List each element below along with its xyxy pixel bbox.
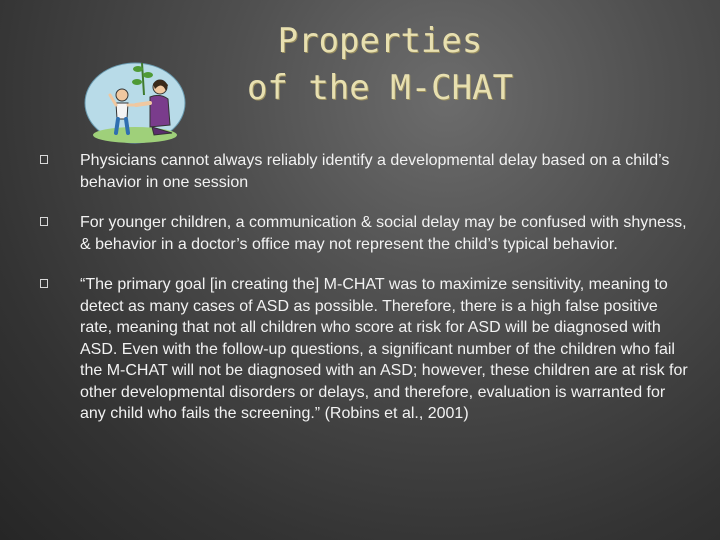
list-item (40, 150, 690, 193)
square-bullet-icon (40, 155, 48, 164)
bullet-text: “The primary goal [in creating the] M-CHAT was to maximize sensitivity, meaning to detect as many cases of ASD as possible. Therefore, there is a high false positive rate, meaning that not all children who score at risk for ASD will be diagnosed with ASD. Even with the follow-up questions, a significant number of the children who fail the M-CHAT will not be diagnosed with an ASD; however, these children are at risk for other developmental disorders or delays, and therefore, evaluation is warranted for any child who fails the screening.” (Robins et al., 2001) (80, 276, 688, 422)
title-line-1: Properties (277, 21, 483, 61)
title-line-2: of the M-CHAT (246, 68, 514, 108)
bullet-list (40, 150, 690, 444)
square-bullet-icon (40, 279, 48, 288)
list-item (40, 274, 690, 425)
list-item (40, 212, 690, 255)
square-bullet-icon (40, 217, 48, 226)
bullet-text: Physicians cannot always reliably identify a developmental delay based on a child’s behavior in one session (80, 152, 670, 191)
slide-title (200, 18, 560, 112)
parent-and-child-icon (80, 55, 190, 145)
bullet-text: For younger children, a communication & social delay may be confused with shyness, & behavior in a doctor’s office may not represent the child’s typical behavior. (80, 214, 687, 253)
